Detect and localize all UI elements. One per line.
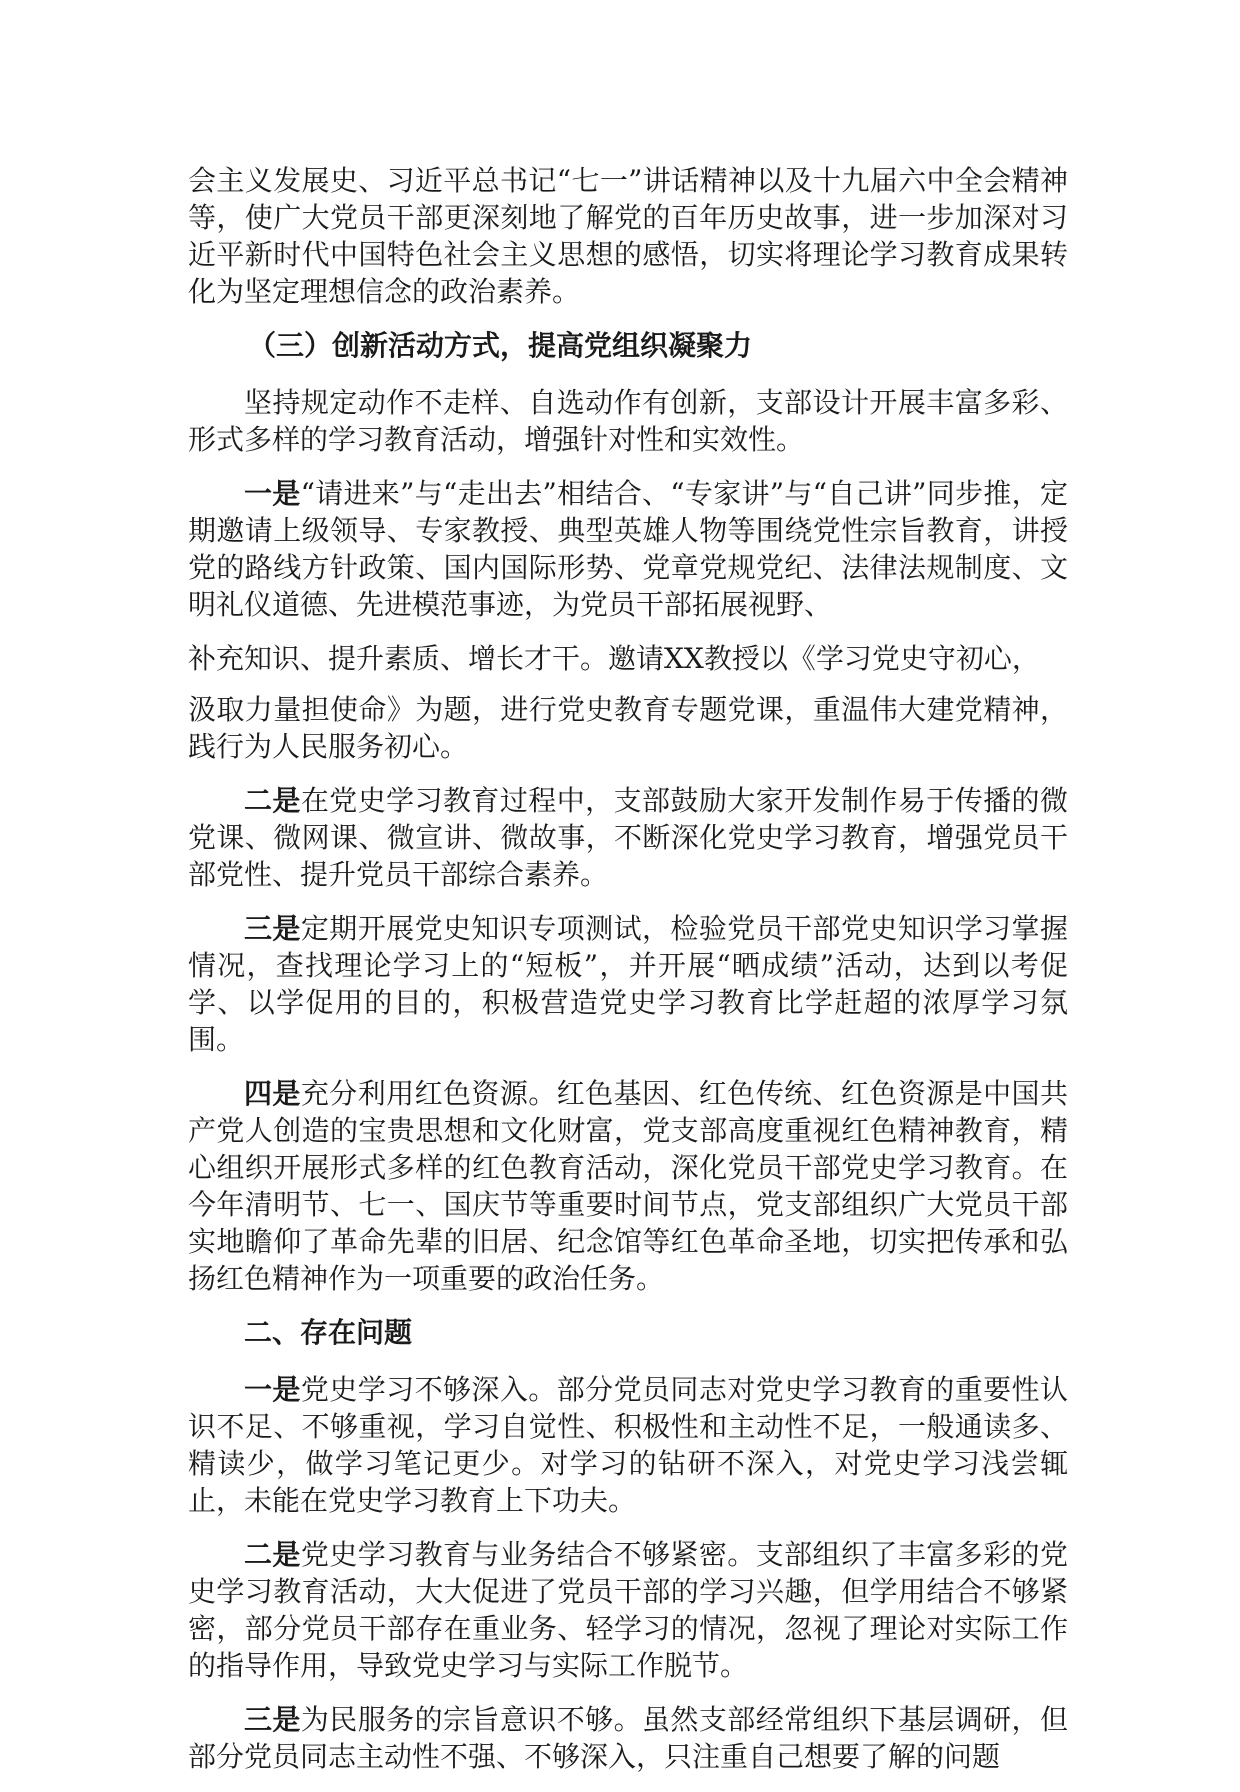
point-text: “请进来”与“走出去”相结合、“专家讲”与“自己讲”同步推，定期邀请上级领导、专家教授、典型英雄人物等围绕党性宗旨教育，讲授党的路线方针政策、国内国际形势、党章党规党纪、法律法规制度、文明礼仪道德、先进模范事迹，为党员干部拓展视野、 <box>188 477 1068 621</box>
paragraph-problem-2 <box>188 1536 1068 1684</box>
point-text: 党史学习教育与业务结合不够紧密。支部组织了丰富多彩的党史学习教育活动，大大促进了党员干部的学习兴趣，但学用结合不够紧密，部分党员干部存在重业务、轻学习的情况，忽视了理论对实际工作的指导作用，导致党史学习与实际工作脱节。 <box>188 1538 1068 1682</box>
paragraph-problem-3 <box>188 1701 1068 1775</box>
section-heading-2: 二、存在问题 <box>244 1316 413 1349</box>
point-lead: 二是 <box>244 784 301 817</box>
point-lead: 四是 <box>244 1077 301 1110</box>
point-text: 定期开展党史知识专项测试，检验党员干部党史知识学习掌握情况，查找理论学习上的“短板”，并开展“晒成绩”活动，达到以考促学、以学促用的目的，积极营造党史学习教育比学赶超的浓厚学习氛围。 <box>188 912 1068 1056</box>
paragraph-intro: 坚持规定动作不走样、自选动作有创新，支部设计开展丰富多彩、形式多样的学习教育活动，增强针对性和实效性。 <box>188 386 1068 456</box>
paragraph-point-3 <box>188 910 1068 1058</box>
point-lead: 三是 <box>244 1703 301 1736</box>
paragraph-point-2 <box>188 782 1068 893</box>
point-lead: 二是 <box>244 1538 301 1571</box>
paragraph-point-4 <box>188 1075 1068 1297</box>
point-text: 为民服务的宗旨意识不够。虽然支部经常组织下基层调研，但部分党员同志主动性不强、不够深入，只注重自己想要了解的问题 <box>188 1703 1068 1773</box>
point-lead: 一是 <box>244 477 301 510</box>
point-text: 党史学习不够深入。部分党员同志对党史学习教育的重要性认识不足、不够重视，学习自觉性、积极性和主动性不足，一般通读多、精读少，做学习笔记更少。对学习的钻研不深入，对党史学习浅尝辄止，未能在党史学习教育上下功夫。 <box>188 1373 1068 1517</box>
point-text: 充分利用红色资源。红色基因、红色传统、红色资源是中国共产党人创造的宝贵思想和文化财富，党支部高度重视红色精神教育，精心组织开展形式多样的红色教育活动，深化党员干部党史学习教育。在今年清明节、七一、国庆节等重要时间节点，党支部组织广大党员干部实地瞻仰了革命先辈的旧居、纪念馆等红色革命圣地，切实把传承和弘扬红色精神作为一项重要的政治任务。 <box>188 1077 1068 1295</box>
paragraph-point-1-tail: 汲取力量担使命》为题，进行党史教育专题党课，重温伟大建党精神，践行为人民服务初心。 <box>188 693 1068 763</box>
paragraph-continuation: 会主义发展史、习近平总书记“七一”讲话精神以及十九届六中全会精神等，使广大党员干部更深刻地了解党的百年历史故事，进一步加深对习近平新时代中国特色社会主义思想的感悟，切实将理论学习教育成果转化为坚定理想信念的政治素养。 <box>188 164 1068 308</box>
paragraph-problem-1 <box>188 1371 1068 1519</box>
section-heading-3: （三）创新活动方式，提高党组织凝聚力 <box>248 329 753 362</box>
point-lead: 一是 <box>244 1373 301 1406</box>
paragraph-point-1-line: 补充知识、提升素质、增长才干。邀请XX教授以《学习党史守初心， <box>188 642 1040 675</box>
document-page <box>188 162 1068 1792</box>
paragraph-point-1 <box>188 475 1068 623</box>
point-text: 在党史学习教育过程中，支部鼓励大家开发制作易于传播的微党课、微网课、微宣讲、微故事，不断深化党史学习教育，增强党员干部党性、提升党员干部综合素养。 <box>188 784 1068 891</box>
point-lead: 三是 <box>244 912 301 945</box>
